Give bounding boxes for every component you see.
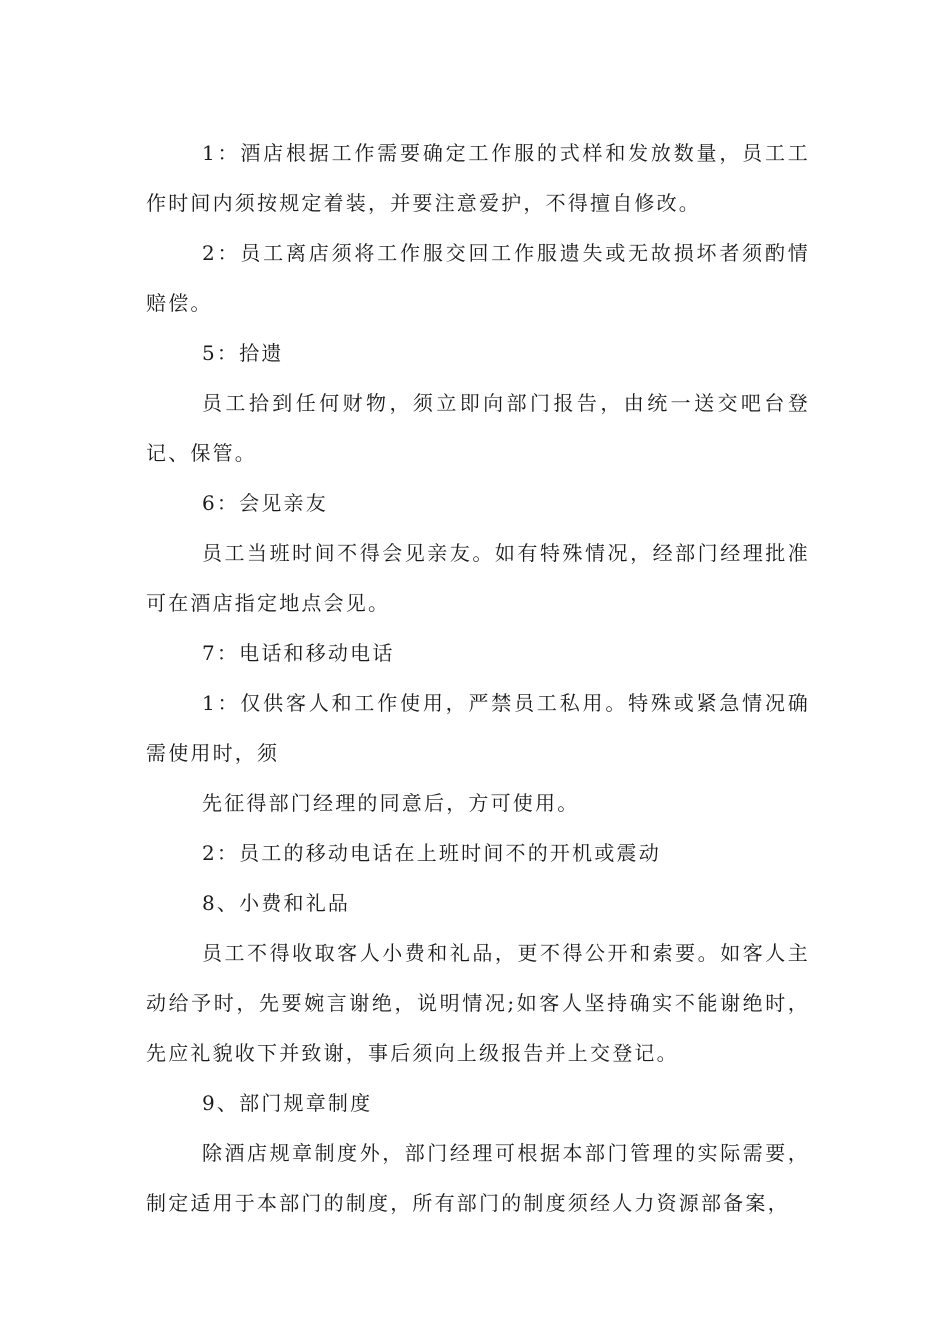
paragraph-uniform-rule-2: 2：员工离店须将工作服交回工作服遗失或无故损坏者须酌情赔偿。	[146, 241, 810, 315]
paragraph-phone-rule-1: 1：仅供客人和工作使用，严禁员工私用。特殊或紧急情况确需使用时，须	[146, 691, 810, 765]
paragraph-phone-rule-2: 2：员工的移动电话在上班时间不的开机或震动	[202, 841, 661, 865]
section-heading-tips-gifts: 8、小费和礼品	[202, 891, 351, 915]
document-body	[146, 128, 810, 1228]
section-heading-lost-found: 5：拾遗	[202, 341, 284, 365]
section-heading-visitors: 6：会见亲友	[202, 491, 328, 515]
section-heading-dept-rules: 9、部门规章制度	[202, 1091, 373, 1115]
paragraph-phone-rule-1-cont: 先征得部门经理的同意后，方可使用。	[202, 791, 580, 815]
paragraph-dept-rules: 除酒店规章制度外，部门经理可根据本部门管理的实际需要，制定适用于本部门的制度，所有部门的制度须经人力资源部备案，	[146, 1141, 810, 1215]
paragraph-uniform-rule-1: 1：酒店根据工作需要确定工作服的式样和发放数量，员工工作时间内须按规定着装，并要注意爱护，不得擅自修改。	[146, 141, 810, 215]
paragraph-lost-found: 员工拾到任何财物，须立即向部门报告，由统一送交吧台登记、保管。	[146, 391, 810, 465]
paragraph-tips-gifts: 员工不得收取客人小费和礼品，更不得公开和索要。如客人主动给予时，先要婉言谢绝，说明情况;如客人坚持确实不能谢绝时，先应礼貌收下并致谢，事后须向上级报告并上交登记。	[146, 941, 810, 1065]
paragraph-visitors: 员工当班时间不得会见亲友。如有特殊情况，经部门经理批准可在酒店指定地点会见。	[146, 541, 810, 615]
section-heading-phones: 7：电话和移动电话	[202, 641, 395, 665]
